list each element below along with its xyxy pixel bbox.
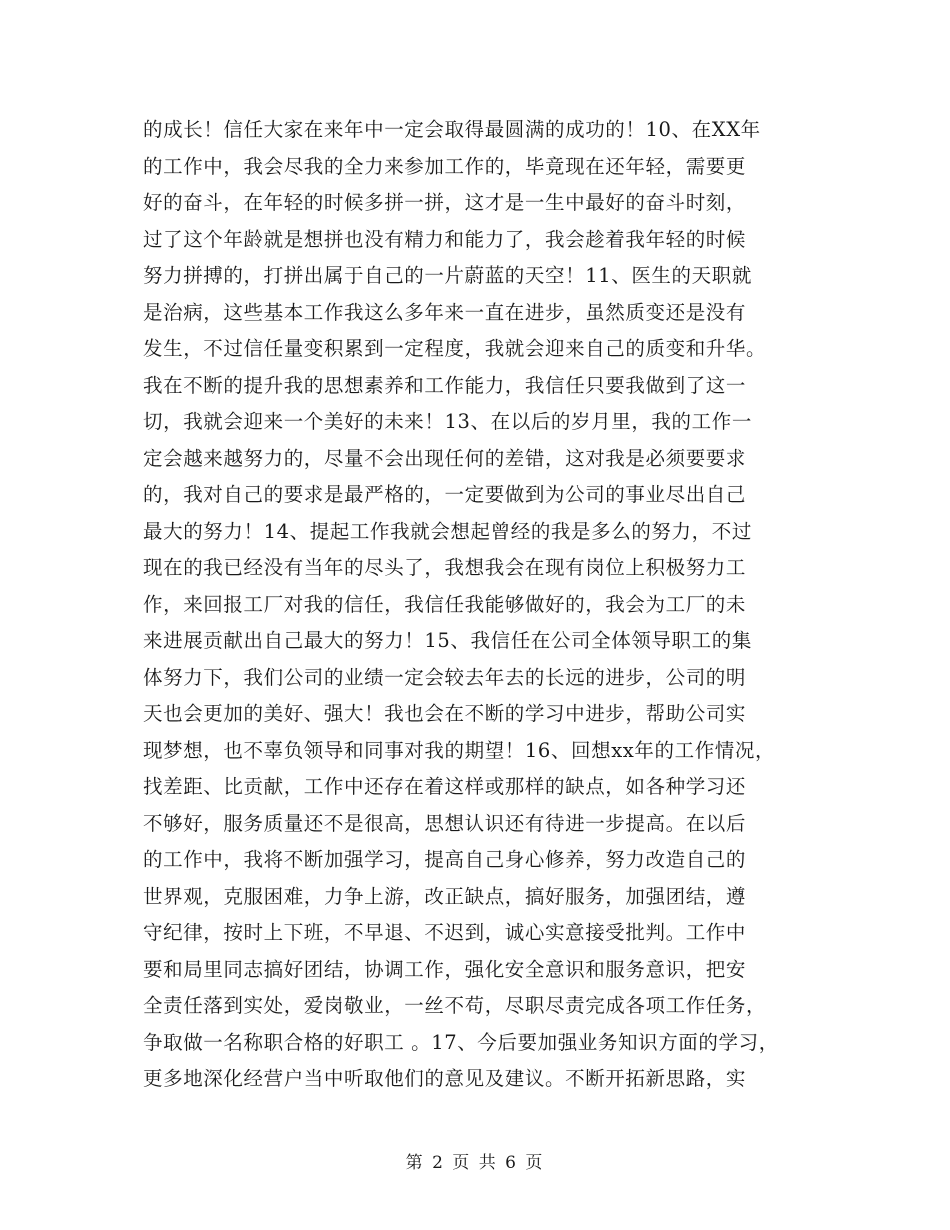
text-line: 更多地深化经营户当中听取他们的意见及建议。不断开拓新思路，实 <box>143 1067 747 1090</box>
text-line: 的工作中，我将不断加强学习，提高自己身心修养，努力改造自己的 <box>143 848 747 871</box>
text-line: 找差距、比贡献，工作中还存在着这样或那样的缺点，如各种学习还 <box>143 775 747 798</box>
text-line: 发生，不过信任量变积累到一定程度，我就会迎来自己的质变和升华。 <box>143 337 767 360</box>
text-line: 不够好，服务质量还不是很高，思想认识还有待进一步提高。在以后 <box>143 811 747 835</box>
text-line: 要和局里同志搞好团结，协调工作，强化安全意识和服务意识，把安 <box>143 957 747 981</box>
text-line: 天也会更加的美好、强大！我也会在不断的学习中进步，帮助公司实 <box>143 702 747 725</box>
text-line: 现梦想，也不辜负领导和同事对我的期望！16、回想xx年的工作情况， <box>143 738 776 762</box>
text-line: 争取做一名称职合格的好职工 。17、今后要加强业务知识方面的学习， <box>143 1030 779 1054</box>
text-line: 世界观，克服困难，力争上游，改正缺点，搞好服务，加强团结，遵 <box>143 884 747 908</box>
text-line: 好的奋斗，在年轻的时候多拼一拼，这才是一生中最好的奋斗时刻， <box>143 191 747 214</box>
text-line: 定会越来越努力的，尽量不会出现任何的差错，这对我是必须要要求 <box>143 446 747 470</box>
text-line: 的成长！信任大家在来年中一定会取得最圆满的成功的！10、在XX年 <box>143 118 761 141</box>
text-line: 我在不断的提升我的思想素养和工作能力，我信任只要我做到了这一 <box>143 373 747 397</box>
text-line: 全责任落到实处，爱岗敬业，一丝不苟，尽职尽责完成各项工作任务， <box>143 994 767 1017</box>
text-line: 来进展贡献出自己最大的努力！15、我信任在公司全体领导职工的集 <box>143 629 752 652</box>
text-line: 的，我对自己的要求是最严格的，一定要做到为公司的事业尽出自己 <box>143 483 747 506</box>
document-body <box>143 112 823 1098</box>
text-line: 是治病，这些基本工作我这么多年来一直在进步，虽然质变还是没有 <box>143 300 747 324</box>
page-number-footer: 第 2 页 共 6 页 <box>405 1153 545 1173</box>
text-line: 的工作中，我会尽我的全力来参加工作的，毕竟现在还年轻，需要更 <box>143 154 747 178</box>
text-line: 切，我就会迎来一个美好的未来！13、在以后的岁月里，我的工作一 <box>143 410 752 433</box>
text-line: 努力拼搏的，打拼出属于自己的一片蔚蓝的天空！11、医生的天职就 <box>143 264 752 287</box>
text-line: 体努力下，我们公司的业绩一定会较去年去的长远的进步，公司的明 <box>143 665 747 689</box>
text-line: 过了这个年龄就是想拼也没有精力和能力了，我会趁着我年轻的时候 <box>143 227 747 251</box>
text-line: 守纪律，按时上下班，不早退、不迟到，诚心实意接受批判。工作中 <box>143 921 747 944</box>
text-line: 最大的努力！14、提起工作我就会想起曾经的我是多么的努力，不过 <box>143 519 752 543</box>
text-line: 现在的我已经没有当年的尽头了，我想我会在现有岗位上积极努力工 <box>143 556 747 579</box>
text-line: 作，来回报工厂对我的信任，我信任我能够做好的，我会为工厂的未 <box>143 592 747 616</box>
